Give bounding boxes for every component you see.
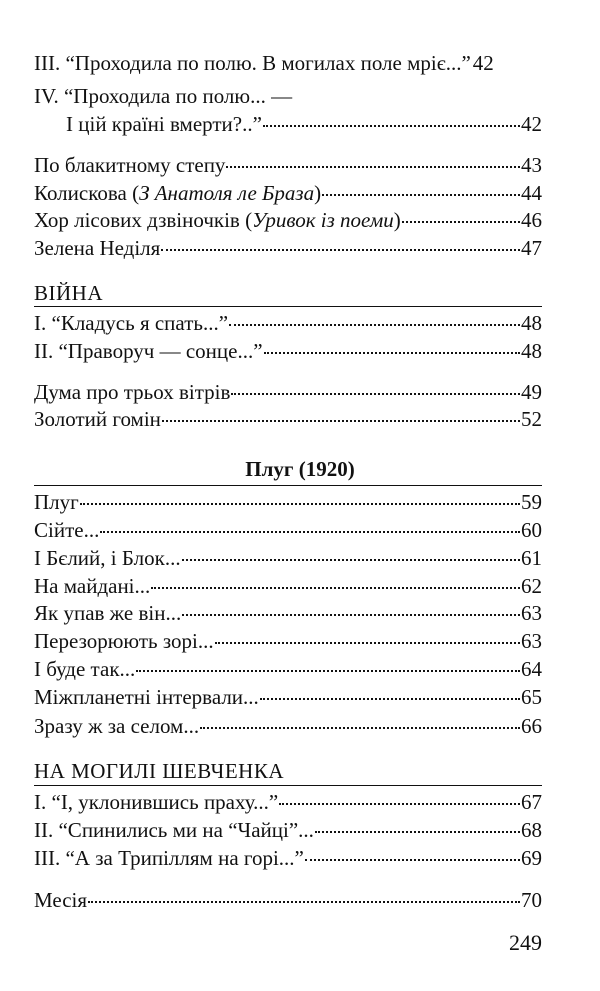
toc-entry-page: 63 — [521, 601, 542, 625]
toc-entry-title: Золотий гомін — [34, 407, 161, 431]
toc-entry-page: 47 — [521, 236, 542, 260]
toc-entry — [34, 789, 542, 815]
dot-leader — [200, 727, 520, 729]
toc-entry-page: 49 — [521, 380, 542, 404]
dot-leader — [162, 420, 520, 422]
toc-entry — [34, 545, 542, 571]
toc-entry — [34, 684, 542, 710]
toc-entry — [34, 338, 542, 364]
toc-entry-page: 60 — [521, 518, 542, 542]
toc-entry — [34, 379, 542, 405]
toc-entry — [34, 207, 542, 233]
toc-entry-italic: З Анатоля ле Браза — [139, 181, 315, 205]
heading-rule — [34, 485, 542, 486]
dot-leader — [305, 859, 520, 861]
toc-entry — [34, 310, 542, 336]
toc-entry-page: 62 — [521, 574, 542, 598]
toc-entry — [34, 887, 542, 913]
toc-entry-page: 52 — [521, 407, 542, 431]
toc-entry-page: 42 — [521, 112, 542, 136]
dot-leader — [151, 587, 520, 589]
toc-entry-title: Зелена Неділя — [34, 236, 161, 260]
dot-leader — [80, 503, 520, 505]
heading-rule — [34, 785, 542, 786]
toc-entry — [34, 713, 542, 739]
toc-entry-title: Зразу ж за селом... — [34, 714, 200, 738]
toc-entry-title: І цій країні вмерти?..” — [66, 112, 262, 136]
toc-entry — [34, 600, 542, 626]
dot-leader — [226, 166, 520, 168]
toc-entry-italic: Уривок із поеми — [252, 208, 394, 232]
toc-entry-page: 48 — [521, 339, 542, 363]
toc-entry-title: І. “Кладусь я спать...” — [34, 311, 229, 335]
dot-leader — [100, 531, 520, 533]
toc-entry-title: Перезорюють зорі... — [34, 629, 214, 653]
toc-entry-page: 70 — [521, 888, 542, 912]
toc-entry-title: Хор лісових дзвіночків (Уривок із поеми) — [34, 208, 401, 232]
toc-entry-title: ІІІ. “А за Трипіллям на горі...” — [34, 846, 304, 870]
toc-entry-page: 44 — [521, 181, 542, 205]
toc-entry — [34, 235, 542, 261]
dot-leader — [279, 803, 520, 805]
dot-leader — [231, 393, 520, 395]
toc-entry — [34, 180, 542, 206]
toc-entry — [34, 50, 542, 76]
toc-entry-page: 66 — [521, 714, 542, 738]
toc-entry-title: ІІ. “Праворуч — сонце...” — [34, 339, 263, 363]
dot-leader — [260, 698, 520, 700]
dot-leader — [315, 831, 520, 833]
toc-entry-page: 43 — [521, 153, 542, 177]
toc-entry — [34, 573, 542, 599]
toc-entry-title: Міжпланетні інтервали... — [34, 685, 259, 709]
dot-leader — [182, 559, 520, 561]
toc-entry-title: Сійте... — [34, 518, 100, 542]
toc-entry-title: І. “І, уклонившись праху...” — [34, 790, 279, 814]
dot-leader — [136, 670, 520, 672]
toc-entry-title: Колискова (З Анатоля ле Браза) — [34, 181, 322, 205]
toc-entry-title: III. “Проходила по полю. В могилах поле мріє...” — [34, 51, 471, 75]
section-heading: НА МОГИЛІ ШЕВЧЕНКА — [34, 759, 284, 783]
dot-leader — [215, 642, 520, 644]
toc-entry-page: 46 — [521, 208, 542, 232]
toc-entry — [34, 517, 542, 543]
toc-entry — [34, 152, 542, 178]
toc-entry-page: 64 — [521, 657, 542, 681]
toc-entry-page: 48 — [521, 311, 542, 335]
dot-leader — [402, 221, 520, 223]
section-heading: ВІЙНА — [34, 281, 103, 305]
toc-entry-page: 68 — [521, 818, 542, 842]
toc-entry-page: 42 — [472, 51, 494, 75]
dot-leader — [182, 614, 520, 616]
toc-entry-page: 67 — [521, 790, 542, 814]
dot-leader — [161, 249, 520, 251]
toc-entry — [34, 817, 542, 843]
toc-entry-title: І Бєлий, і Блок... — [34, 546, 181, 570]
toc-entry-title: ІІ. “Спинились ми на “Чайці”... — [34, 818, 314, 842]
section-title: Плуг (1920) — [245, 457, 355, 481]
toc-entry-page: 69 — [521, 846, 542, 870]
toc-entry — [34, 628, 542, 654]
dot-leader — [322, 194, 520, 196]
toc-entry-title: Дума про трьох вітрів — [34, 380, 231, 404]
toc-entry-page: 65 — [521, 685, 542, 709]
toc-entry — [66, 111, 542, 137]
toc-entry-title: По блакитному степу — [34, 153, 226, 177]
toc-entry-title: На майдані... — [34, 574, 151, 598]
dot-leader — [264, 352, 520, 354]
toc-entry-page: 63 — [521, 629, 542, 653]
toc-entry-title: Месія — [34, 888, 88, 912]
toc-entry — [34, 489, 542, 515]
toc-entry-title: IV. “Проходила по полю... — — [34, 84, 293, 108]
page-number: 249 — [509, 930, 542, 955]
toc-entry-title: Плуг — [34, 490, 79, 514]
toc-entry — [34, 406, 542, 432]
dot-leader — [229, 324, 520, 326]
heading-rule — [34, 306, 542, 307]
toc-entry-page: 59 — [521, 490, 542, 514]
toc-entry-page: 61 — [521, 546, 542, 570]
toc-entry — [34, 656, 542, 682]
dot-leader — [263, 125, 520, 127]
toc-entry — [34, 845, 542, 871]
toc-entry-title: І буде так... — [34, 657, 136, 681]
toc-entry-title: Як упав же він... — [34, 601, 182, 625]
dot-leader — [88, 901, 520, 903]
